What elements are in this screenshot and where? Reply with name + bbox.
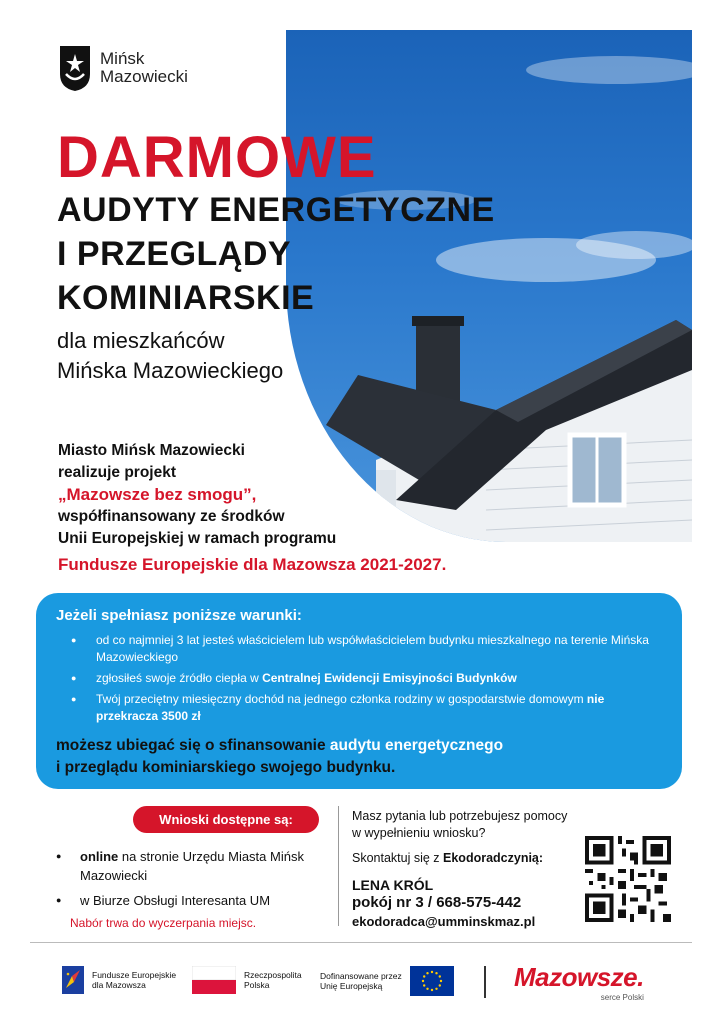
application-option [40,847,330,885]
help-section [352,808,588,930]
conditions-heading: Jeżeli spełniasz poniższe warunki: [56,607,302,624]
qr-code-icon [585,836,671,922]
city-crest-icon [58,44,92,92]
option-online-text: na stronie Urzędu Miasta Mińsk Mazowiecki [80,849,304,883]
conditions-box [36,593,682,789]
help-contact-role: Ekodoradczynią: [443,851,544,865]
intro-project-name: „Mazowsze bez smogu”, [58,485,257,504]
mazowsze-wordmark: Mazowsze. [514,962,644,992]
cta-text-1: możesz ubiegać się o sfinansowanie [56,737,330,754]
contact-name: LENA KRÓL [352,877,434,893]
eu-flag-icon [410,966,454,996]
headline-darmowe: DARMOWE [57,125,377,190]
eu-line-1: Dofinansowane przez [320,971,402,981]
condition-text: Twój przeciętny miesięczny dochód na jednego członka rodziny w gospodarstwie domowym [96,692,587,706]
subheadline-line-1: dla mieszkańców [57,328,225,353]
contact-room: pokój nr 3 / [352,894,437,911]
help-question-2: w wypełnieniu wniosku? [352,826,486,840]
cta-text-2: i przeglądu kominiarskiego swojego budynku. [56,759,396,776]
fe-flag-icon [62,966,84,994]
condition-emphasis: nie przekracza 3500 zł [96,692,605,723]
headline-line-2: AUDYTY ENERGETYCZNE [57,191,495,229]
eu-line-2: Unię Europejską [320,981,383,991]
fe-line-2: dla Mazowsza [92,980,146,990]
applications-badge: Wnioski dostępne są: [133,806,319,833]
footer-separator [484,966,486,998]
condition-emphasis: Centralnej Ewidencji Emisyjności Budynków [262,671,517,685]
logo-line-2: Mazowiecki [100,67,188,86]
condition-item [56,670,662,687]
city-logo [58,44,188,92]
cta-highlight: audytu energetycznego [329,737,504,754]
mazowsze-logo [514,962,644,1002]
intro-line-5: Unii Europejskiej w ramach programu [58,530,337,547]
help-contact-text: Skontaktuj się z [352,851,444,865]
rp-line-2: Polska [244,980,270,990]
subheadline-line-2: Mińska Mazowieckiego [57,358,284,383]
help-contact [352,850,588,867]
applications-note: Nabór trwa do wyczerpania miejsc. [70,916,257,930]
logo-line-1: Mińsk [100,49,145,68]
mazowsze-tagline: serce Polski [600,993,644,1002]
headline-line-4: KOMINIARSKIE [57,279,315,317]
rp-line-1: Rzeczpospolita [244,970,302,980]
headline-line-3: I PRZEGLĄDY [57,235,292,273]
contact-phone-line [352,894,588,911]
intro-line-2: realizuje projekt [58,464,177,481]
contact-phone[interactable]: 668-575-442 [436,894,522,911]
conditions-cta [56,735,662,779]
section-divider [338,806,339,926]
polish-flag-icon [192,966,236,994]
intro-line-1: Miasto Mińsk Mazowiecki [58,442,245,459]
application-option: ● w Biurze Obsługi Interesanta UM [40,891,330,910]
footer-rule [30,942,692,943]
option-online: online [80,849,119,864]
condition-item: ● od co najmniej 3 lat jesteś właścicielem lub współwłaścicielem budynku mieszkalnego na terenie Mińska Mazowieckiego [56,632,662,666]
project-intro [58,440,446,576]
condition-item [56,691,662,725]
applications-section [40,806,330,930]
fe-line-1: Fundusze Europejskie [92,970,177,980]
fe-mazowsze-logo [62,966,176,994]
condition-text: zgłosiłeś swoje źródło ciepła w [96,671,263,685]
eu-logo [320,966,454,996]
headline [57,125,495,386]
intro-program-name: Fundusze Europejskie dla Mazowsza 2021-2027. [58,555,447,574]
contact-email[interactable]: ekodoradca@umminskmaz.pl [352,914,536,929]
rp-logo [192,966,302,994]
help-question-1: Masz pytania lub potrzebujesz pomocy [352,809,568,823]
intro-line-4: współfinansowany ze środków [58,508,285,525]
conditions-list [56,632,662,725]
